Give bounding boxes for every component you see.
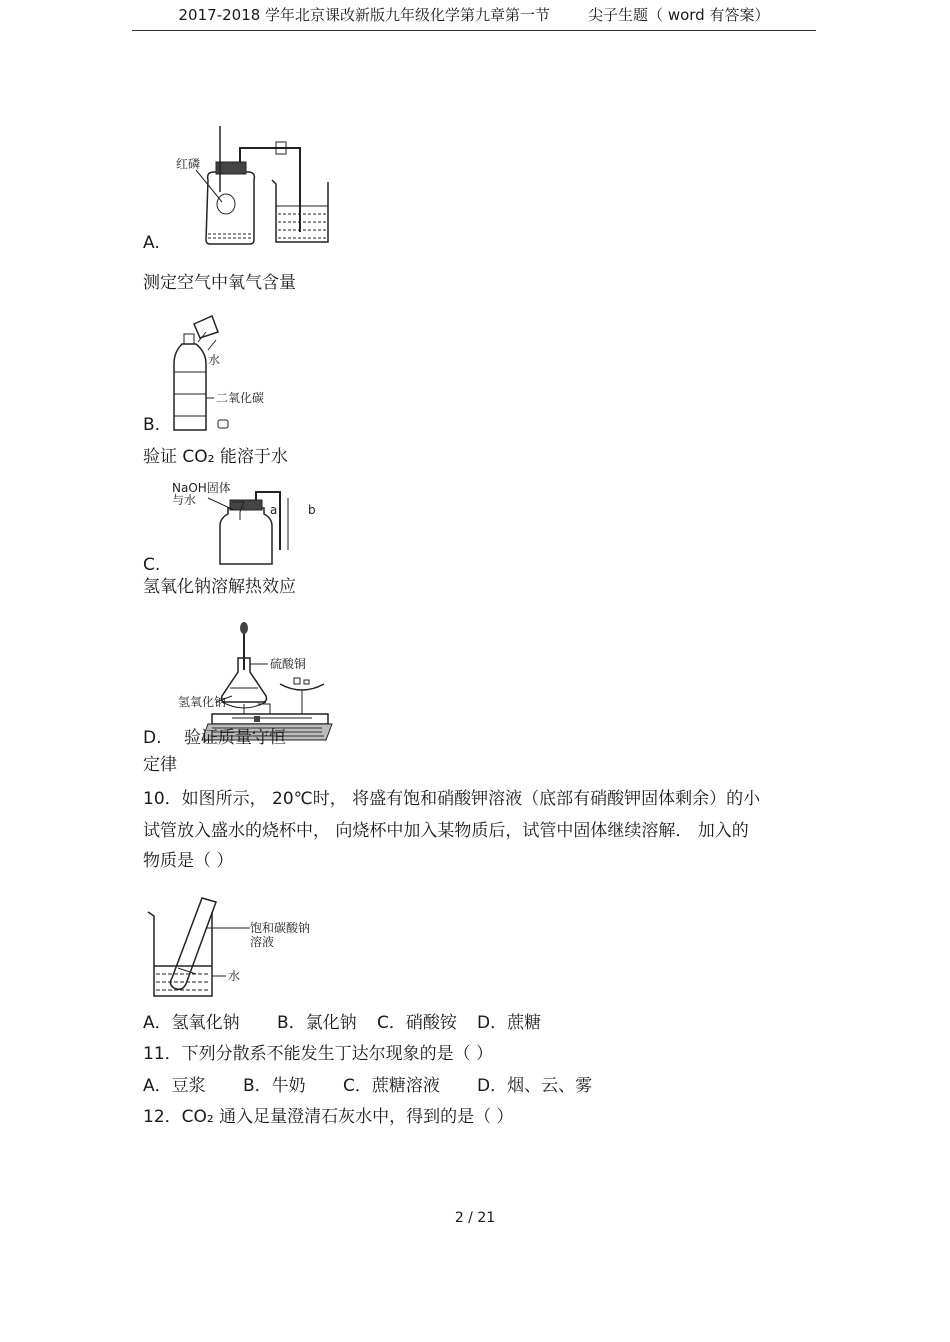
- label-naoh-line1: NaOH固体: [172, 481, 231, 495]
- label-red-phosphorus: 红磷: [176, 157, 201, 171]
- header-title-part1: 2017-2018 学年北京课改新版九年级化学第九章第一节: [178, 6, 551, 24]
- label-b: b: [308, 503, 316, 517]
- q11-option-b: B．牛奶: [243, 1076, 306, 1096]
- option-c-letter: C.: [143, 555, 161, 575]
- q10-line2: 试管放入盛水的烧杯中， 向烧杯中加入某物质后，试管中固体继续溶解． 加入的: [143, 821, 749, 841]
- option-c-caption: 氢氧化钠溶解热效应: [143, 577, 296, 597]
- label-cuso4: 硫酸铜: [270, 657, 307, 671]
- label-naoh: 氢氧化钠: [178, 695, 227, 709]
- q10-option-c: C．硝酸铵: [377, 1013, 457, 1033]
- page-header: [132, 4, 816, 31]
- label-water: 水: [208, 353, 221, 367]
- q10-option-a: A．氢氧化钠: [143, 1013, 240, 1033]
- figure-option-a: [160, 122, 340, 252]
- header-title-part2: 尖子生题（ word 有答案）: [588, 6, 770, 24]
- option-a-letter: A.: [143, 233, 160, 253]
- option-d-letter: D.: [143, 728, 162, 748]
- label-solution: 溶液: [250, 935, 275, 949]
- figure-option-c: [168, 478, 328, 570]
- figure-option-d: [172, 618, 332, 744]
- q12-text: 12．CO₂ 通入足量澄清石灰水中，得到的是（ ）: [143, 1107, 514, 1127]
- q11-option-a: A．豆浆: [143, 1076, 206, 1096]
- label-naoh-line2: 与水: [172, 493, 197, 507]
- label-a: a: [270, 503, 278, 517]
- figure-option-b: [168, 312, 288, 436]
- q11-option-c: C．蔗糖溶液: [343, 1076, 440, 1096]
- q10-option-d: D．蔗糖: [477, 1013, 542, 1033]
- option-a-caption: 测定空气中氧气含量: [143, 273, 296, 293]
- q11-options: [143, 1075, 592, 1097]
- page-number: 2 / 21: [454, 1210, 496, 1226]
- q10-option-b: B．氯化钠: [277, 1013, 357, 1033]
- label-saturated-solution: 饱和碳酸钠: [250, 921, 311, 935]
- figure-q10-beaker: [146, 892, 311, 1002]
- q11-option-d: D．烟、云、雾: [477, 1076, 593, 1096]
- option-d-caption-line2: 定律: [143, 755, 177, 775]
- label-co2: 二氧化碳: [216, 391, 265, 405]
- option-b-letter: B.: [143, 415, 161, 435]
- option-d-caption-line1: 验证质量守恒: [184, 728, 286, 748]
- q11-text: 11．下列分散系不能发生丁达尔现象的是（ ）: [143, 1044, 494, 1064]
- q10-line1: 10．如图所示， 20℃时， 将盛有饱和硝酸钾溶液（底部有硝酸钾固体剩余）的小: [143, 789, 761, 809]
- option-b-caption: 验证 CO₂ 能溶于水: [143, 447, 288, 467]
- q10-options: [143, 1012, 541, 1034]
- label-water-beaker: 水: [228, 969, 241, 983]
- q10-line3: 物质是（ ）: [143, 851, 234, 871]
